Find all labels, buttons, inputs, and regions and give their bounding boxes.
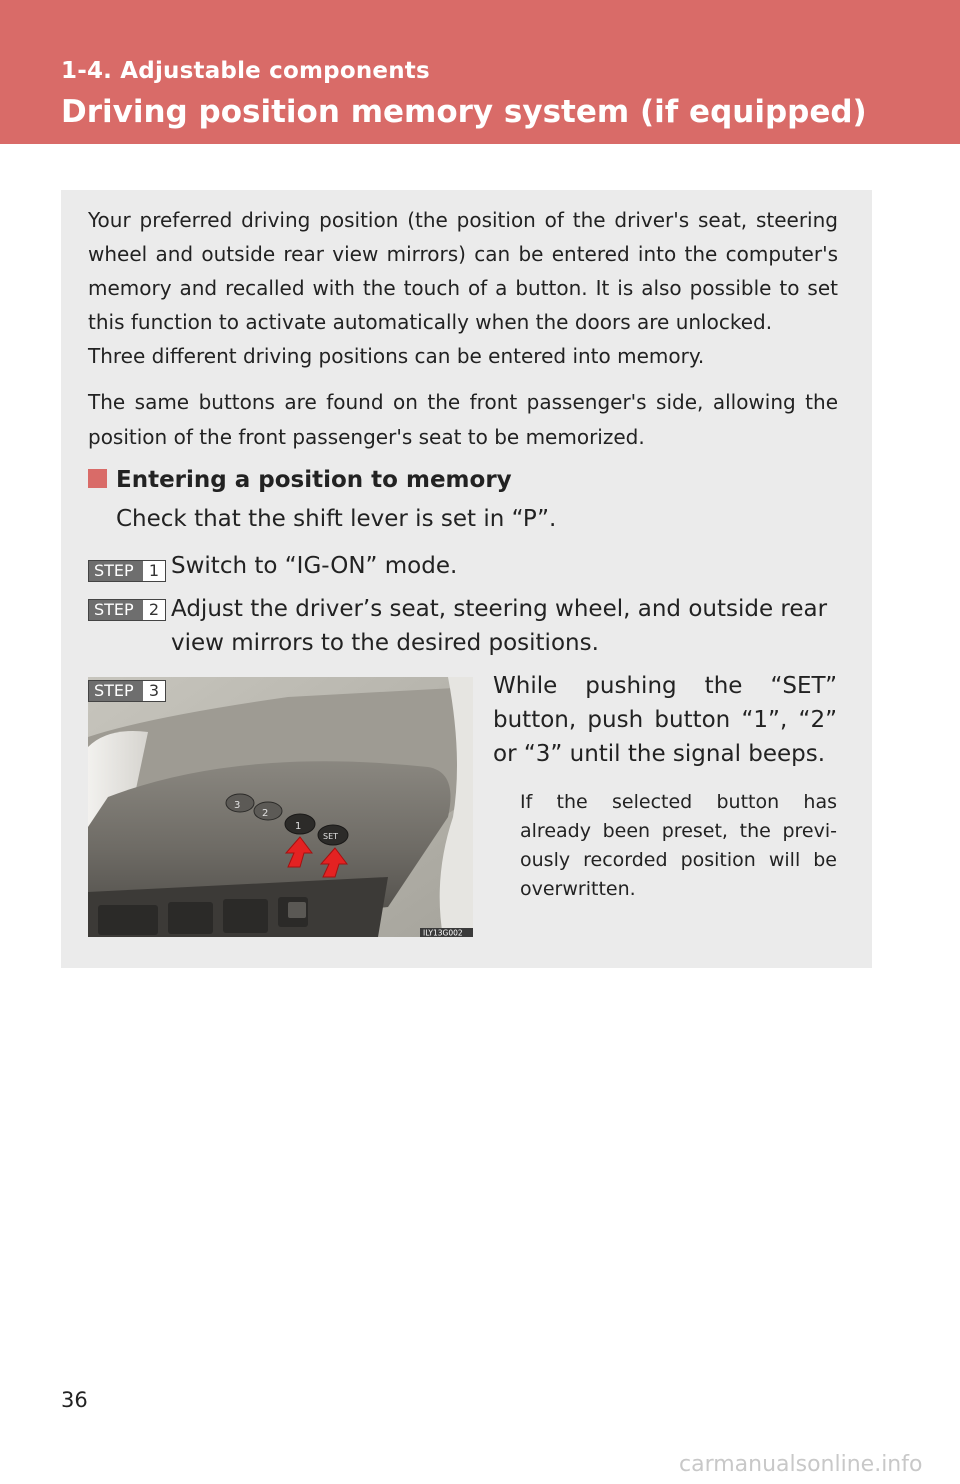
step-badge-3 [88, 680, 166, 702]
note-text: If the selected button has already been preset, the previ-ously recorded position will be overwritten. [520, 791, 837, 900]
intro-paragraph-2: Three different driving positions can be entered into memory. [88, 344, 705, 368]
step-badge-label: STEP [89, 600, 143, 620]
step-badge-label: STEP [89, 681, 143, 701]
step-1-text: Switch to “IG-ON” mode. [171, 553, 458, 579]
step-2-text: Adjust the driver’s seat, steering wheel, and outside rear view mirrors to the desired positions. [171, 596, 828, 656]
page-header [0, 0, 960, 144]
step-badge-label: STEP [89, 561, 143, 581]
section-heading-text: Entering a position to memory [116, 467, 512, 493]
memory-buttons-photo [88, 677, 473, 937]
step-badge-1 [88, 560, 166, 582]
button-label-1: 1 [295, 821, 302, 832]
step-3-text: While pushing the “SET” button, push button “1”, “2” or “3” until the signal beeps. [493, 673, 837, 767]
intro-paragraph-1: Your preferred driving position (the position of the driver's seat, steering wheel and outside rear view mirrors) can be entered into the computer's memory and recalled with the touch of a button. It is also possible to set this function to activate automatically when the doors are unlocked. [88, 208, 838, 334]
step-badge-number: 2 [143, 600, 165, 620]
step-badge-number: 1 [143, 561, 165, 581]
figure-code: ILY13G002 [423, 928, 463, 937]
intro-text [88, 203, 838, 373]
button-label-set: SET [323, 832, 339, 841]
page-title: Driving position memory system (if equipped) [61, 94, 867, 130]
section-heading [88, 467, 512, 493]
step-badge-2 [88, 599, 166, 621]
button-label-2: 2 [262, 808, 269, 819]
square-bullet-icon [88, 469, 107, 488]
step-badge-number: 3 [143, 681, 165, 701]
watermark: carmanualsonline.info [679, 1452, 923, 1477]
precondition-text: Check that the shift lever is set in “P”. [116, 506, 557, 532]
button-label-3: 3 [234, 800, 241, 811]
section-label: 1-4. Adjustable components [61, 58, 430, 84]
passenger-paragraph: The same buttons are found on the front passenger's side, allowing the position of the front passenger's seat to be memorized. [88, 390, 838, 449]
page-number: 36 [61, 1388, 88, 1412]
